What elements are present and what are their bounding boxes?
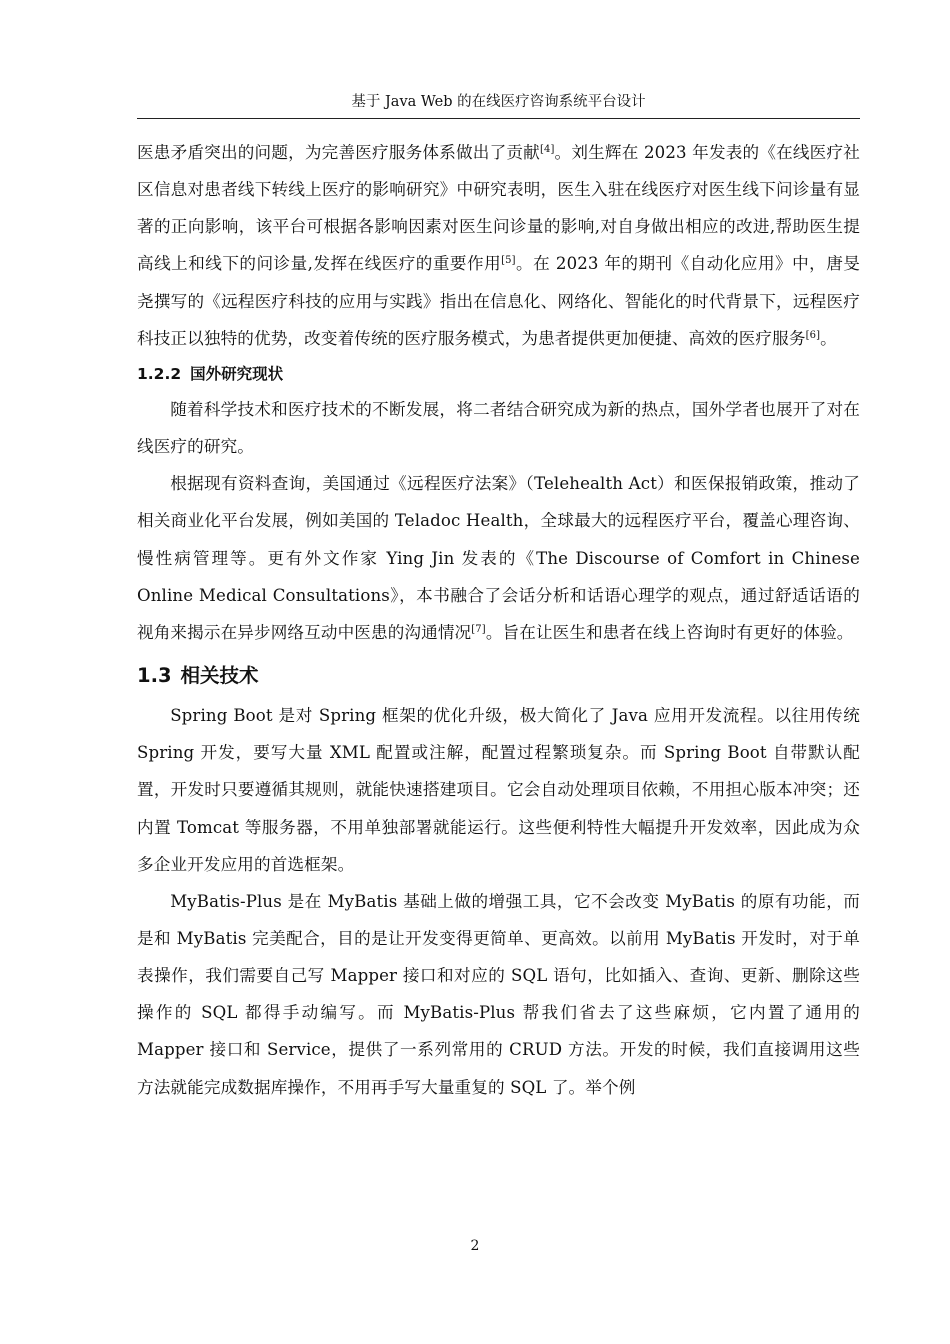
section-number: 1.2.2 (137, 364, 182, 383)
page-number: 2 (470, 1238, 480, 1254)
section-heading-1-2-2 (137, 357, 860, 391)
page-header (137, 92, 860, 119)
paragraph-text: 。在 2023 年的期刊《自动化应用》中，唐旻尧撰写的《远程医疗科技的应用与实践》指出在信息化、网络化、智能化的时代背景下，远程医疗科技正以独特的优势，改变着传统的医疗服务模式，为患者提供更加便捷、高效的医疗服务 (137, 254, 860, 348)
paragraph-domestic-research-continued (137, 134, 860, 357)
paragraph-spring-boot: Spring Boot 是对 Spring 框架的优化升级，极大简化了 Java 应用开发流程。以往用传统 Spring 开发，要写大量 XML 配置或注解，配置过程繁琐复杂。而 Spring Boot 自带默认配置，开发时只要遵循其规则，就能快速搭建项目。它会自动处理项目依赖，不用担心版本冲突；还内置 Tomcat 等服务器，不用单独部署就能运行。这些便利特性大幅提升开发效率，因此成为众多企业开发应用的首选框架。 (137, 706, 860, 874)
paragraph-text: 医患矛盾突出的问题，为完善医疗服务体系做出了贡献 (137, 143, 540, 162)
section-title: 相关技术 (180, 664, 259, 688)
citation-ref-5: [5] (501, 255, 516, 267)
citation-ref-7: [7] (471, 623, 486, 635)
document-body (137, 134, 860, 1106)
paragraph-mybatis-plus: MyBatis-Plus 是在 MyBatis 基础上做的增强工具，它不会改变 MyBatis 的原有功能，而是和 MyBatis 完美配合，目的是让开发变得更简单、更高效。以前用 MyBatis 开发时，对于单表操作，我们需要自己写 Mapper 接口和对应的 SQL 语句，比如插入、查询、更新、删除这些操作的 SQL 都得手动编写。而 MyBatis-Plus 帮我们省去了这些麻烦，它内置了通用的 Mapper 接口和 Service，提供了一系列常用的 CRUD 方法。开发的时候，我们直接调用这些方法就能完成数据库操作，不用再手写大量重复的 SQL 了。举个例 (137, 891, 860, 1097)
header-title: 基于 Java Web 的在线医疗咨询系统平台设计 (351, 94, 646, 110)
paragraph-text: 。旨在让医生和患者在线上咨询时有更好的体验。 (485, 622, 854, 642)
section-title: 国外研究现状 (190, 364, 284, 383)
citation-ref-6: [6] (805, 329, 821, 341)
citation-ref-4: [4] (539, 144, 555, 155)
paragraph-foreign-research-details (137, 465, 860, 651)
paragraph-foreign-research-intro: 随着科学技术和医疗技术的不断发展，将二者结合研究成为新的热点，国外学者也展开了对在线医疗的研究。 (137, 399, 860, 457)
paragraph-text: 。刘生辉在 2023 年发表的《在线医疗社区信息对患者线下转线上医疗的影响研究》中研究表明，医生入驻在线医疗对医生线下问诊量有显著的正向影响，该平台可根据各影响因素对医生问诊量的影响,对自身做出相应的改进,帮助医生提高线上和线下的问诊量,发挥在线医疗的重要作用 (137, 143, 860, 274)
paragraph-text: 。 (820, 328, 837, 348)
section-heading-1-3 (137, 651, 860, 697)
section-number: 1.3 (137, 664, 172, 688)
paragraph-text: 根据现有资料查询，美国通过《远程医疗法案》（Telehealth Act）和医保报销政策，推动了相关商业化平台发展，例如美国的 Teladoc Health，全球最大的远程医疗平台，覆盖心理咨询、慢性病管理等。更有外文作家 Ying Jin 发表的《The Discourse of Comfort in Chinese Online Medical Consultations》，本书融合了会话分析和话语心理学的观点，通过舒适话语的视角来揭示在异步网络互动中医患的沟通情况 (137, 474, 860, 642)
